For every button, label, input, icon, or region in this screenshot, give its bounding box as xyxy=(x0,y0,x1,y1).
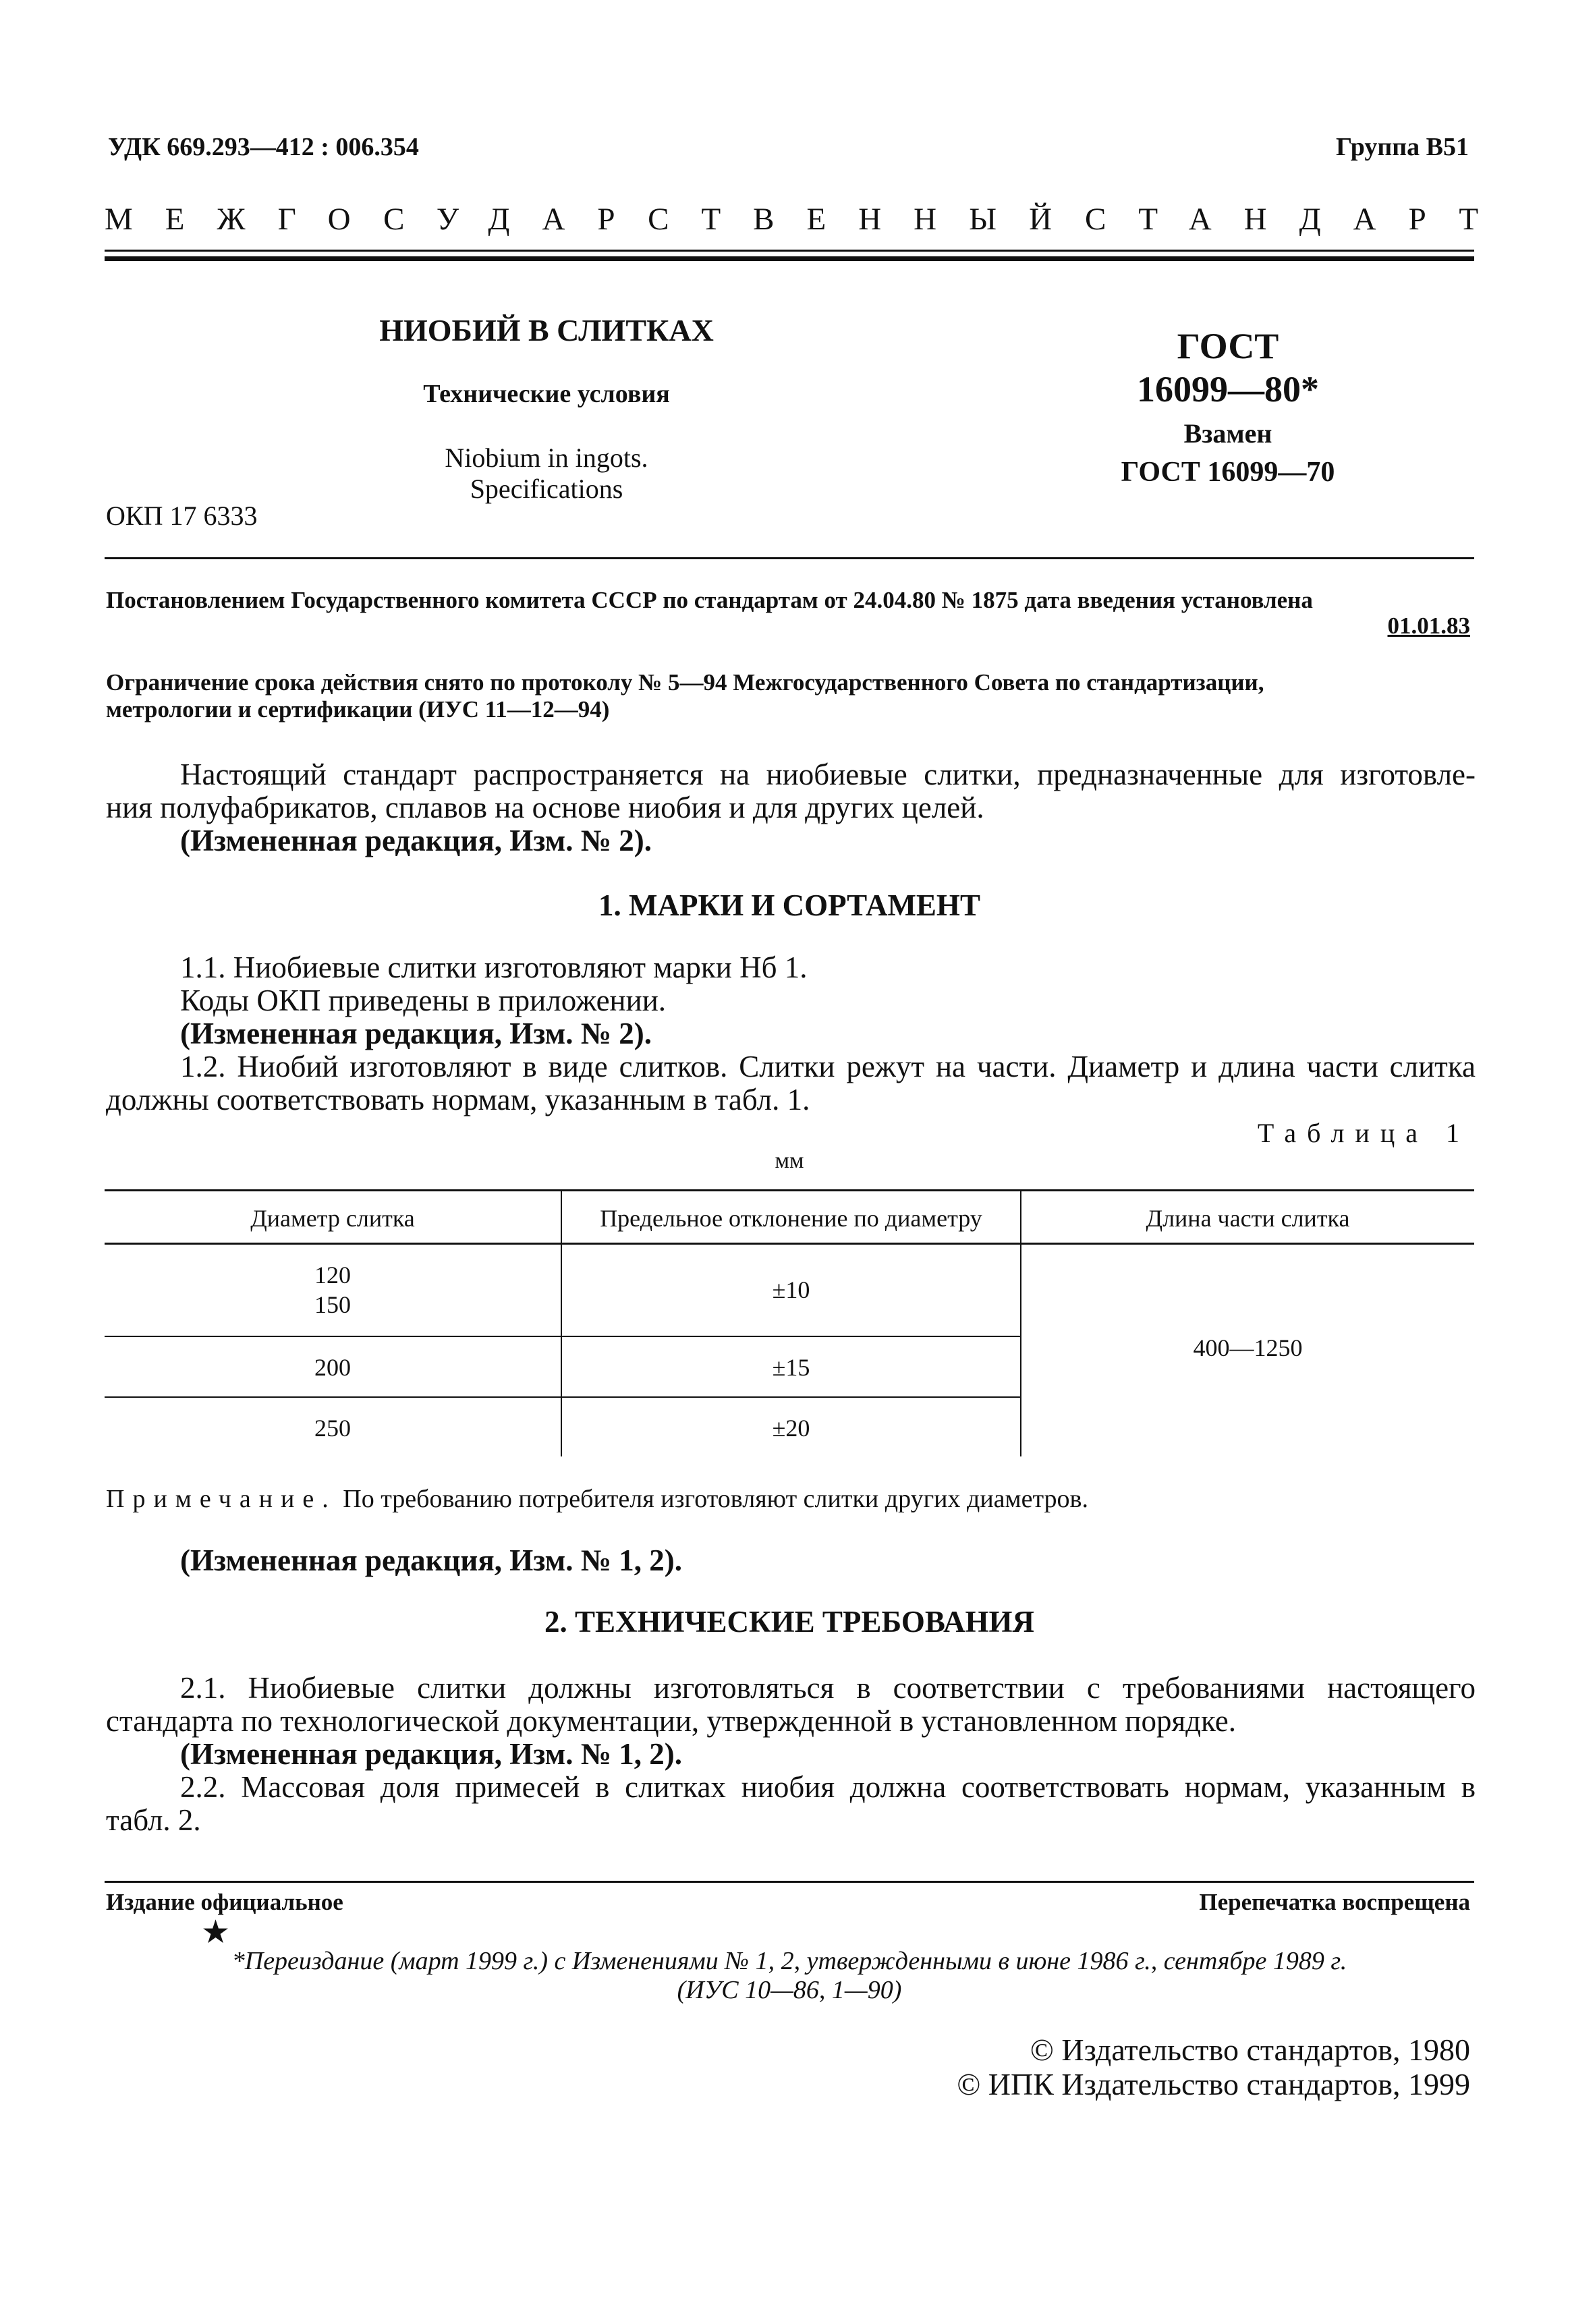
clause-2-2-line2: табл. 2. xyxy=(106,1803,201,1837)
copyright-1999: © ИПК Издательство стандартов, 1999 xyxy=(957,2067,1470,2101)
decree-text: Постановлением Государственного комитета СССР по стандартам от 24.04.80 № 1875 дата введения установлена xyxy=(106,587,1313,613)
udk-code: УДК 669.293—412 : 006.354 xyxy=(108,133,419,161)
gost-number: 16099—80* xyxy=(1137,369,1319,409)
replaced-gost: ГОСТ 16099—70 xyxy=(1121,457,1335,488)
document-title: НИОБИЙ В СЛИТКАХ xyxy=(379,313,714,347)
clause-1-1-codes: Коды ОКП приведены в приложении. xyxy=(180,984,667,1017)
limitation-line2: метрологии и сертификации (ИУС 11—12—94) xyxy=(106,696,610,722)
interstate-label-part1: МЕЖГОСУДАРСТВЕННЫЙ xyxy=(105,202,1085,237)
table-label: Таблица 1 xyxy=(1257,1118,1470,1148)
copyright-1980: © Издательство стандартов, 1980 xyxy=(1030,2033,1470,2067)
group-code: Группа В51 xyxy=(1335,133,1469,161)
table-header-rule xyxy=(105,1243,1474,1245)
table-header-diameter: Диаметр слитка xyxy=(250,1205,415,1232)
section2-body xyxy=(106,1672,1476,1837)
table-cell-deviation-2: ±15 xyxy=(772,1354,810,1381)
section1-heading: 1. МАРКИ И СОРТАМЕНТ xyxy=(598,888,980,922)
table-row-rule-2 xyxy=(105,1396,1021,1398)
table-cell-diameter-120: 120 xyxy=(314,1262,351,1288)
intro-paragraph xyxy=(106,758,1476,857)
table-row-rule-1 xyxy=(105,1336,1021,1337)
clause-2-1-amendment: (Измененная редакция, Изм. № 1, 2). xyxy=(180,1737,683,1771)
official-edition: Издание официальное xyxy=(106,1889,343,1915)
section1-amendment: (Измененная редакция, Изм. № 1, 2). xyxy=(180,1543,683,1577)
note-text: По требованию потребителя изготовляют слитки других диаметров. xyxy=(343,1485,1088,1513)
clause-1-1-amendment: (Измененная редакция, Изм. № 2). xyxy=(180,1017,652,1050)
table-cell-diameter-250: 250 xyxy=(314,1415,351,1442)
table-cell-deviation-3: ±20 xyxy=(772,1415,810,1442)
table-cell-length: 400—1250 xyxy=(1193,1334,1303,1361)
table-cell-deviation-1: ±10 xyxy=(772,1276,810,1303)
reissue-note-line2: (ИУС 10—86, 1—90) xyxy=(677,1976,902,2004)
document-subtitle: Технические условия xyxy=(423,380,670,408)
no-reprint: Перепечатка воспрещена xyxy=(1199,1889,1470,1915)
footer-rule xyxy=(105,1881,1474,1883)
interstate-label-part2: СТАНДАРТ xyxy=(1085,202,1511,237)
table-header-length: Длина части слитка xyxy=(1146,1205,1350,1232)
clause-2-1-line2: стандарта по технологической документации, утвержденной в установленном порядке. xyxy=(106,1704,1236,1738)
clause-2-1-line1: 2.1. Ниобиевые слитки должны изготовляться в соответствии с требованиями настоящего xyxy=(180,1671,1476,1705)
table-1 xyxy=(105,1189,1474,1458)
table-cell-diameter-200: 200 xyxy=(314,1354,351,1381)
star-icon: ★ xyxy=(201,1915,231,1950)
english-title-line2: Specifications xyxy=(470,474,623,504)
reissue-note-line1: *Переиздание (март 1999 г.) с Изменениями № 1, 2, утвержденными в июне 1986 г., сентябре 1989 г. xyxy=(231,1947,1347,1975)
okp-code: ОКП 17 6333 xyxy=(106,501,258,531)
section1-body xyxy=(106,951,1476,1116)
gost-label: ГОСТ xyxy=(1177,326,1279,366)
decree-date: 01.01.83 xyxy=(1387,613,1470,639)
table-header-deviation: Предельное отклонение по диаметру xyxy=(600,1205,982,1232)
table-top-rule xyxy=(105,1189,1474,1191)
english-title-line1: Niobium in ingots. xyxy=(445,443,648,473)
header-rule-thick xyxy=(105,256,1474,261)
clause-1-2-line2: должны соответствовать нормам, указанным в табл. 1. xyxy=(106,1083,810,1116)
intro-line1: Настоящий стандарт распространяется на ниобиевые слитки, предназначенные для изготовле- xyxy=(180,758,1476,791)
note-label: Примечание. xyxy=(106,1485,337,1513)
header-rule-thin xyxy=(105,250,1474,252)
limitation-line1: Ограничение срока действия снято по протоколу № 5—94 Межгосударственного Совета по стандартизации, xyxy=(106,669,1264,696)
intro-line2: ния полуфабрикатов, сплавов на основе ниобия и для других целей. xyxy=(106,791,984,824)
table-note xyxy=(106,1484,1088,1514)
replaces-label: Взамен xyxy=(1183,418,1272,449)
clause-2-2-line1: 2.2. Массовая доля примесей в слитках ниобия должна соответствовать нормам, указанным в xyxy=(180,1770,1476,1804)
title-rule xyxy=(105,557,1474,559)
table-cell-diameter-150: 150 xyxy=(314,1291,351,1318)
clause-1-1: 1.1. Ниобиевые слитки изготовляют марки Нб 1. xyxy=(180,951,808,984)
clause-1-2-line1: 1.2. Ниобий изготовляют в виде слитков. Слитки режут на части. Диаметр и длина части слитка xyxy=(180,1050,1476,1083)
table-units: мм xyxy=(775,1148,804,1173)
section2-heading: 2. ТЕХНИЧЕСКИЕ ТРЕБОВАНИЯ xyxy=(544,1605,1035,1639)
intro-amendment: (Измененная редакция, Изм. № 2). xyxy=(180,824,652,857)
